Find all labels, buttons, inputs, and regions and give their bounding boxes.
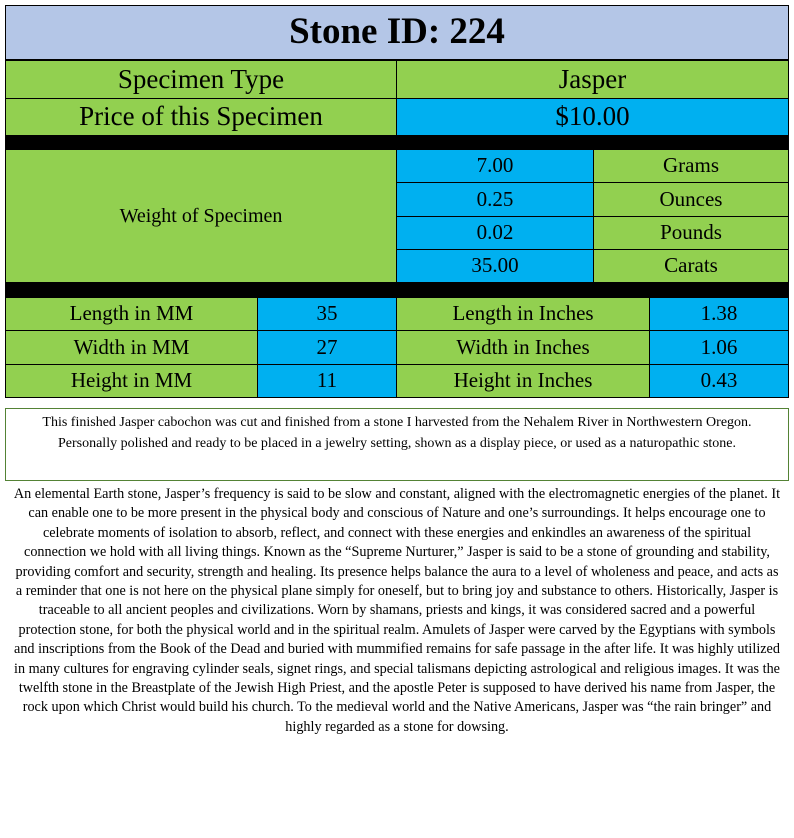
dimension-in-label: Width in Inches <box>396 330 650 365</box>
weight-value: 7.00 <box>396 149 594 183</box>
weight-label: Weight of Specimen <box>5 149 397 283</box>
divider-bar <box>5 283 789 297</box>
weight-value: 0.02 <box>396 216 594 250</box>
divider-bar <box>5 136 789 149</box>
specimen-type-label: Specimen Type <box>5 60 397 99</box>
weight-unit: Pounds <box>593 216 789 250</box>
dimension-mm-label: Length in MM <box>5 297 258 331</box>
weight-value: 35.00 <box>396 249 594 283</box>
price-label: Price of this Specimen <box>5 98 397 136</box>
dimension-mm-label: Width in MM <box>5 330 258 365</box>
dimension-mm-value: 27 <box>257 330 397 365</box>
weight-unit: Carats <box>593 249 789 283</box>
page-title: Stone ID: 224 <box>5 5 789 60</box>
weight-unit: Ounces <box>593 182 789 217</box>
dimension-in-value: 0.43 <box>649 364 789 398</box>
specimen-type-value: Jasper <box>396 60 789 99</box>
dimension-in-label: Height in Inches <box>396 364 650 398</box>
weight-value: 0.25 <box>396 182 594 217</box>
specimen-description: This finished Jasper cabochon was cut and finished from a stone I harvested from the Nehalem River in Northwestern Oregon. Personally polished and ready to be placed in a jewelry setting, shown as a display piece, or used as a naturopathic stone. <box>5 408 789 481</box>
dimension-in-label: Length in Inches <box>396 297 650 331</box>
weight-unit: Grams <box>593 149 789 183</box>
dimension-mm-value: 35 <box>257 297 397 331</box>
dimension-in-value: 1.38 <box>649 297 789 331</box>
dimension-mm-label: Height in MM <box>5 364 258 398</box>
dimension-mm-value: 11 <box>257 364 397 398</box>
dimension-in-value: 1.06 <box>649 330 789 365</box>
stone-lore-text: An elemental Earth stone, Jasper’s frequency is said to be slow and constant, aligned with the electromagnetic energies of the planet. It can enable one to be more present in the physical body and conscious of Nature and one’s surroundings. It helps encourage one to celebrate moments of isolation to absorb, reflect, and connect with these energies and enkindles an awareness of the spiritual connection we hold with all living things. Known as the “Supreme Nurturer,” Jasper is said to be a stone of grounding and stability, providing comfort and security, strength and healing. Its presence helps balance the aura to a level of wholeness and peace, and acts as a reminder that one is not here on the physical plane simply for oneself, but to bring joy and substance to others. Historically, Jasper is traceable to all ancient peoples and civilizations. Worn by shamans, priests and kings, it was considered sacred and a powerful protection stone, for both the physical world and in the spiritual realm. Amulets of Jasper were carved by the Egyptians with symbols and inscriptions from the Book of the Dead and buried with mummified remains for safe passage in the after life. It was highly utilized in many cultures for engraving cylinder seals, signet rings, and special talismans depicting astrological and religious images. It was the twelfth stone in the Breastplate of the Jewish High Priest, and the apostle Peter is supposed to have derived his name from Jasper, the rock upon which Christ would build his church. To the medieval world and the Native Americans, Jasper was “the rain bringer” and highly regarded as a stone for dowsing. <box>13 486 781 735</box>
price-value: $10.00 <box>396 98 789 136</box>
